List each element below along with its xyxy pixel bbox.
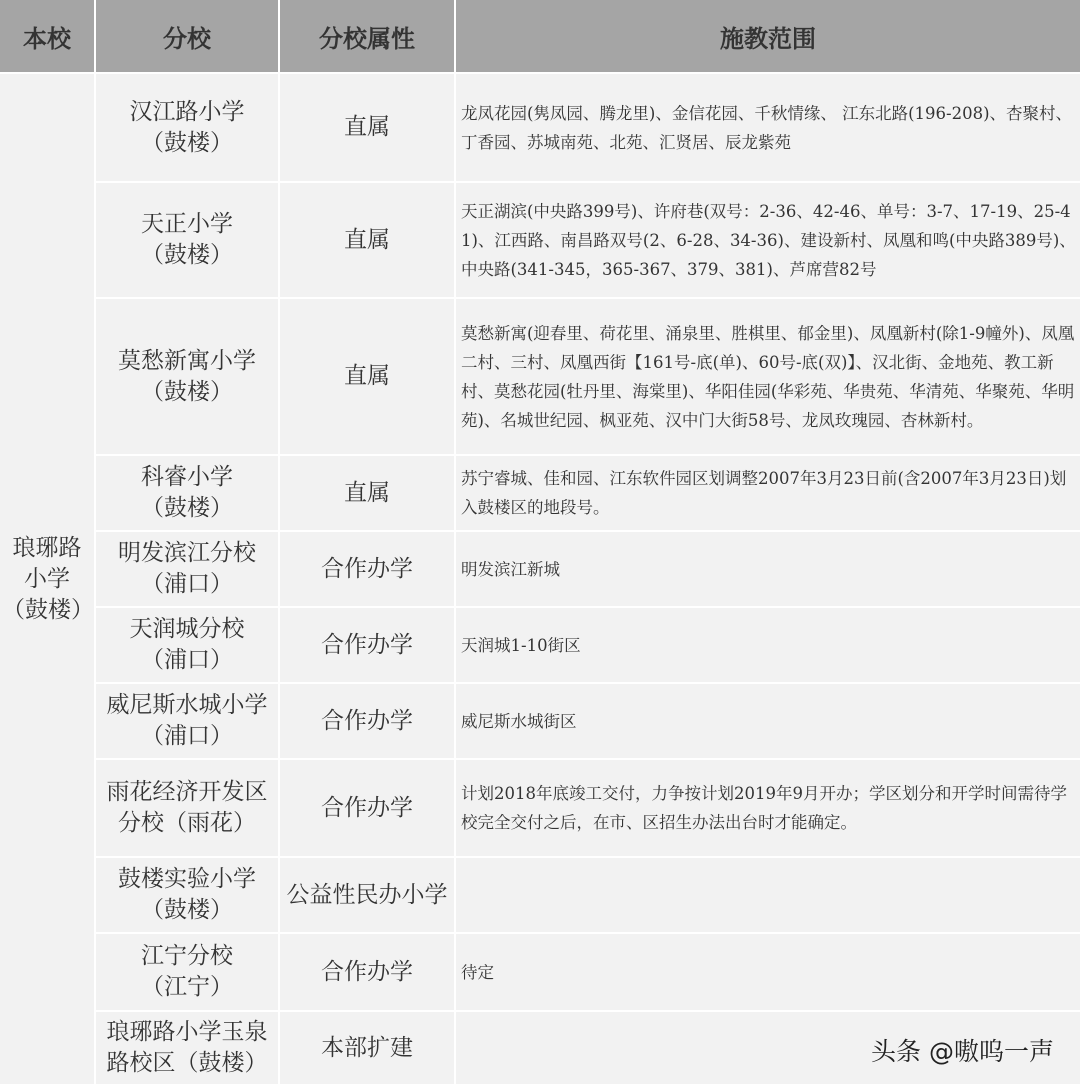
attribute-cell: 合作办学 (280, 684, 456, 760)
header-main-school: 本校 (0, 0, 96, 74)
scope-cell: 莫愁新寓(迎春里、荷花里、涌泉里、胜棋里、郁金里)、凤凰新村(除1-9幢外)、凤凰二村、三村、凤凰西街【161号-底(单)、60号-底(双)】、汉北街、金地苑、教工新村、莫愁花园(牡丹里、海棠里)、华阳佳园(华彩苑、华贵苑、华清苑、华聚苑、华明苑)、名城世纪园、枫亚苑、汉中门大街58号、龙凤玫瑰园、杏林新村。 (456, 299, 1080, 456)
attribute-cell: 合作办学 (280, 934, 456, 1012)
table-row (0, 456, 1080, 532)
branch-district: （鼓楼） (141, 495, 233, 521)
scope-cell: 天正湖滨(中央路399号)、许府巷(双号：2-36、42-46、单号：3-7、17-19、25-41)、江西路、南昌路双号(2、6-28、34-36)、建设新村、凤凰和鸣(中央路389号)、中央路(341-345，365-367、379、381)、芦席营82号 (456, 183, 1080, 299)
branch-name: 莫愁新寓小学 (118, 347, 256, 374)
branch-cell (96, 74, 280, 183)
branch-name: 鼓楼实验小学 (118, 866, 256, 892)
attribute-cell: 直属 (280, 183, 456, 299)
attribute-cell: 合作办学 (280, 760, 456, 858)
branch-name: 威尼斯水城小学 (106, 692, 268, 718)
branch-district: 分校（雨花） (118, 810, 256, 836)
header-scope: 施教范围 (456, 0, 1080, 74)
header-attribute: 分校属性 (280, 0, 456, 74)
attribute-cell: 直属 (280, 299, 456, 456)
branch-district: （江宁） (141, 974, 233, 1000)
table-row (0, 74, 1080, 183)
attribute-cell: 公益性民办小学 (280, 858, 456, 934)
table-row (0, 299, 1080, 456)
branch-cell (96, 934, 280, 1012)
branch-cell (96, 183, 280, 299)
scope-cell: 明发滨江新城 (456, 532, 1080, 608)
branch-cell (96, 299, 280, 456)
scope-cell: 待定 (456, 934, 1080, 1012)
branch-district: （浦口） (141, 647, 233, 673)
branch-name: 天正小学 (141, 211, 233, 237)
scope-cell: 威尼斯水城街区 (456, 684, 1080, 760)
branch-district: （鼓楼） (141, 897, 233, 923)
branch-name: 琅琊路小学玉泉 (106, 1019, 268, 1045)
attribute-cell: 合作办学 (280, 532, 456, 608)
main-school-cell: 琅琊路小学（鼓楼） (0, 74, 96, 1086)
branch-cell (96, 608, 280, 684)
branch-name: 科睿小学 (141, 464, 233, 490)
branch-cell (96, 858, 280, 934)
table-row (0, 684, 1080, 760)
branch-cell (96, 456, 280, 532)
table-row (0, 608, 1080, 684)
branch-district: （浦口） (141, 723, 233, 749)
scope-cell: 苏宁睿城、佳和园、江东软件园区划调整2007年3月23日前(含2007年3月23日)划入鼓楼区的地段号。 (456, 456, 1080, 532)
branch-name: 汉江路小学 (129, 98, 245, 125)
branch-name: 江宁分校 (141, 943, 233, 969)
table-row (0, 858, 1080, 934)
branch-district: （鼓楼） (141, 378, 233, 405)
attribute-cell: 直属 (280, 456, 456, 532)
branch-district: （鼓楼） (141, 242, 233, 268)
branch-district: （浦口） (141, 571, 233, 597)
branch-cell (96, 532, 280, 608)
scope-cell (456, 858, 1080, 934)
header-row (0, 0, 1080, 74)
branch-cell (96, 684, 280, 760)
branch-district: 路校区（鼓楼） (106, 1050, 268, 1076)
branch-name: 明发滨江分校 (118, 540, 256, 566)
branch-name: 雨花经济开发区 (106, 779, 268, 805)
branch-cell (96, 1012, 280, 1086)
attribute-cell: 直属 (280, 74, 456, 183)
branch-name: 天润城分校 (129, 616, 245, 642)
table-row (0, 183, 1080, 299)
scope-cell: 天润城1-10街区 (456, 608, 1080, 684)
branch-cell (96, 760, 280, 858)
scope-cell: 龙凤花园(隽凤园、腾龙里)、金信花园、千秋情缘、 江东北路(196-208)、杏聚村、丁香园、苏城南苑、北苑、汇贤居、辰龙紫苑 (456, 74, 1080, 183)
branch-district: （鼓楼） (141, 129, 233, 156)
table-row (0, 934, 1080, 1012)
attribute-cell: 合作办学 (280, 608, 456, 684)
table-row (0, 532, 1080, 608)
watermark-text: 头条 @嗷呜一声 (871, 1037, 1054, 1066)
header-branch: 分校 (96, 0, 280, 74)
table-row (0, 760, 1080, 858)
attribute-cell: 本部扩建 (280, 1012, 456, 1086)
scope-cell: 计划2018年底竣工交付，力争按计划2019年9月开办；学区划分和开学时间需待学校完全交付之后，在市、区招生办法出台时才能确定。 (456, 760, 1080, 858)
